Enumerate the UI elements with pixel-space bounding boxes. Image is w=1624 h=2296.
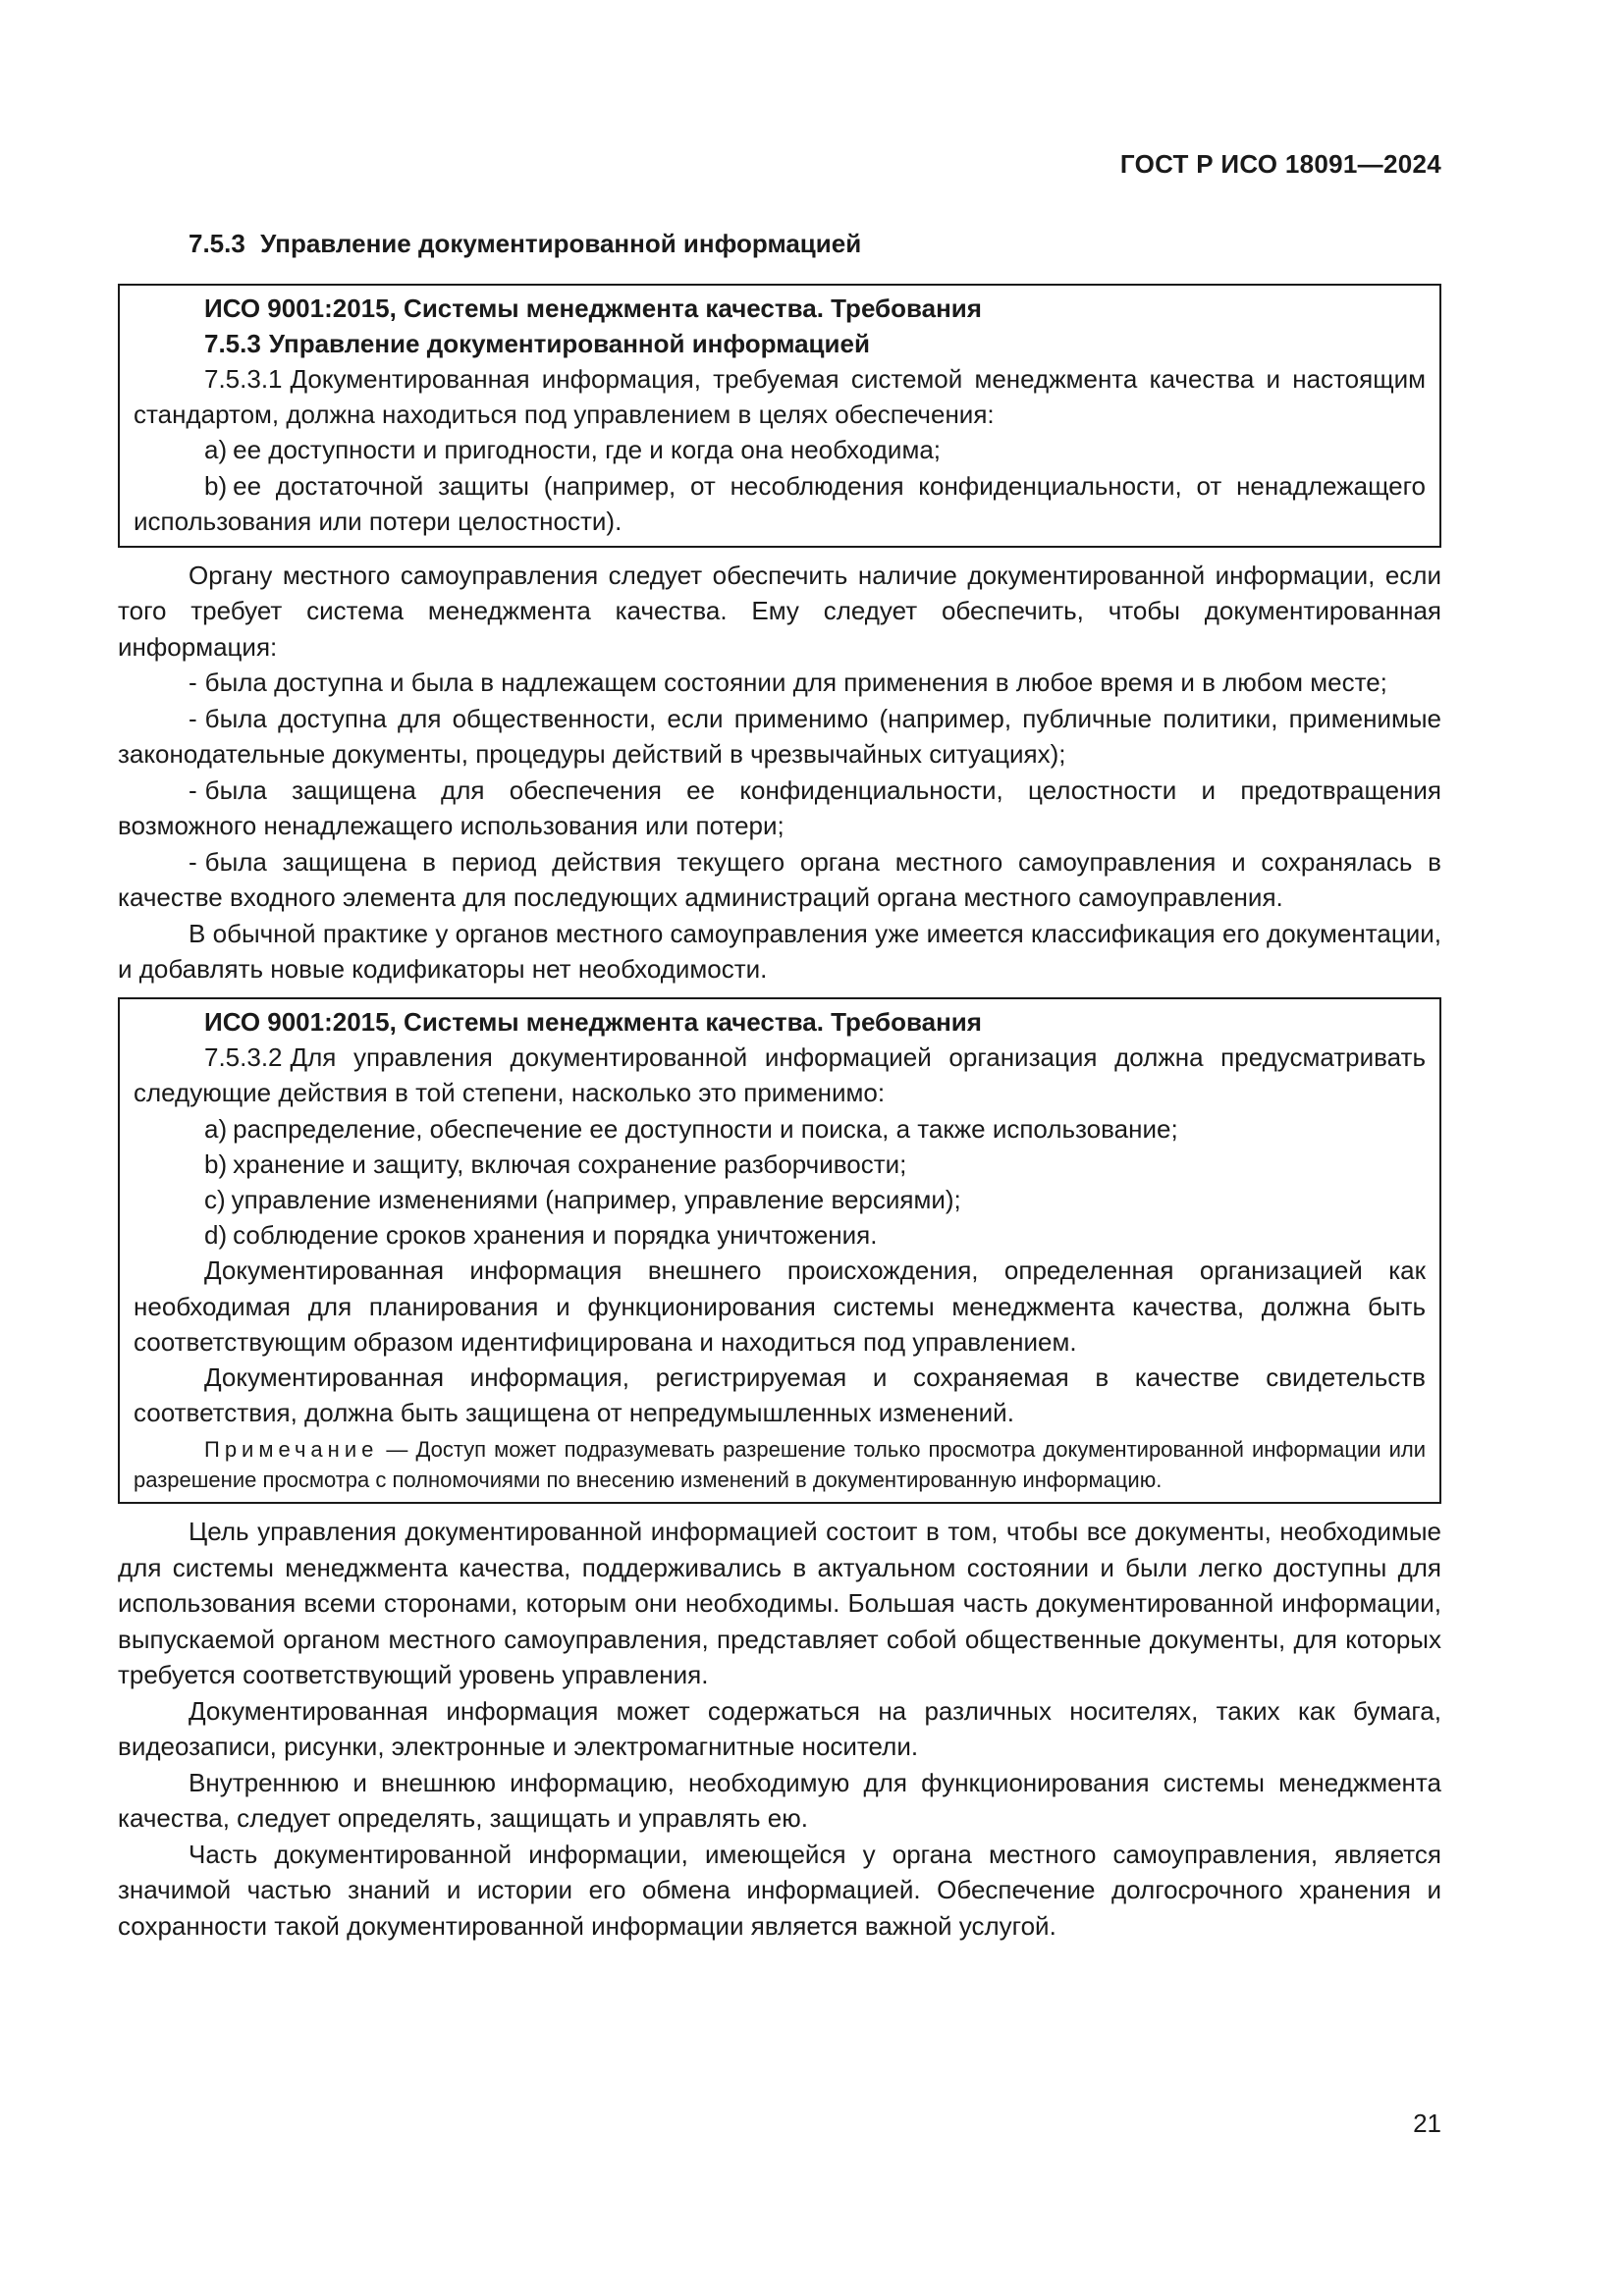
iso-quote-box-2	[118, 997, 1441, 1504]
note-label: Примечание	[204, 1437, 379, 1463]
box2-note	[134, 1434, 1426, 1495]
box1-item-a	[134, 432, 1426, 467]
box1-clause-text: Документированная информация, требуемая системой менеджмента качества и настоящим стандартом, должна находиться под управлением в целях обеспечения:	[134, 363, 1426, 430]
body1-closing: В обычной практике у органов местного самоуправления уже имеется классификация его документации, и добавлять новые кодификаторы нет необходимости.	[118, 918, 1441, 985]
section-number: 7.5.3	[189, 229, 245, 258]
box2-item-c-letter: c)	[204, 1184, 226, 1214]
body2-paragraph-4: Часть документированной информации, имеющейся у органа местного самоуправления, является значимой частью знаний и истории его обмена информацией. Обеспечение долгосрочного хранения и сохранности такой документированной информации является важной услугой.	[118, 1839, 1441, 1941]
box2-item-d	[134, 1217, 1426, 1253]
box2-item-d-text: соблюдение сроков хранения и порядка уничтожения.	[233, 1220, 878, 1251]
box2-clause-number: 7.5.3.2	[204, 1042, 283, 1073]
box2-item-d-letter: d)	[204, 1220, 228, 1251]
body1-bullet-4	[118, 844, 1441, 916]
box2-item-a-letter: a)	[204, 1113, 228, 1144]
dash-marker: -	[189, 703, 197, 733]
standard-header: ГОСТ Р ИСО 18091—2024	[1119, 149, 1441, 179]
section-title: Управление документированной информацией	[260, 229, 862, 258]
body1-bullet-3	[118, 773, 1441, 844]
box1-item-a-text: ее доступности и пригодности, где и когда она необходима;	[233, 435, 942, 465]
box2-item-c	[134, 1182, 1426, 1217]
dash-marker: -	[189, 846, 197, 877]
dash-marker: -	[189, 774, 197, 805]
page-content	[118, 226, 1441, 1944]
body2-paragraph-2: Документированная информация может содержаться на различных носителях, таких как бумага, видеозаписи, рисунки, электронные и электромагнитные носители.	[118, 1695, 1441, 1762]
box2-item-c-text: управление изменениями (например, управление версиями);	[231, 1184, 961, 1214]
note-text: — Доступ может подразумевать разрешение только просмотра документированной информации или разрешение просмотра с полномочиями по внесению изменений в документированную информацию.	[134, 1437, 1426, 1493]
body1-bullet-2	[118, 701, 1441, 773]
body1-intro: Органу местного самоуправления следует обеспечить наличие документированной информации, если того требует система менеджмента качества. Ему следует обеспечить, чтобы документированная информация:	[118, 560, 1441, 662]
box2-item-b	[134, 1147, 1426, 1182]
box1-item-b-text: ее достаточной защиты (например, от несоблюдения конфиденциальности, от ненадлежащего использования или потери целостности).	[134, 470, 1426, 536]
box1-subheading-number: 7.5.3	[204, 328, 261, 358]
box1-source: ИСО 9001:2015, Системы менеджмента качества. Требования	[204, 293, 982, 323]
box1-item-b-letter: b)	[204, 470, 228, 501]
box2-item-a	[134, 1111, 1426, 1147]
box2-clause-text: Для управления документированной информацией организация должна предусматривать следующие действия в той степени, насколько это применимо:	[134, 1042, 1426, 1108]
body1-bullet-4-text: была защищена в период действия текущего органа местного самоуправления и сохранялась в качестве входного элемента для последующих администраций органа местного самоуправления.	[118, 846, 1441, 913]
box1-item-b	[134, 468, 1426, 539]
box1-item-a-letter: a)	[204, 435, 228, 465]
box2-para-1: Документированная информация внешнего происхождения, определенная организацией как необходимая для планирования и функционирования системы менеджмента качества, должна быть соответствующим образом идентифицирована и находиться под управлением.	[134, 1255, 1426, 1357]
box2-para-2: Документированная информация, регистрируемая и сохраняемая в качестве свидетельств соответствия, должна быть защищена от непредумышленных изменений.	[134, 1362, 1426, 1428]
dash-marker: -	[189, 667, 197, 698]
page-number: 21	[1413, 2109, 1441, 2138]
body2-paragraph-3: Внутреннюю и внешнюю информацию, необходимую для функционирования системы менеджмента качества, следует определять, защищать и управлять ею.	[118, 1767, 1441, 1834]
body1-bullet-1-text: была доступна и была в надлежащем состоянии для применения в любое время и в любом месте;	[204, 667, 1387, 698]
body1-bullet-1	[118, 665, 1441, 701]
box2-item-b-text: хранение и защиту, включая сохранение разборчивости;	[233, 1148, 907, 1179]
body1-bullet-3-text: была защищена для обеспечения ее конфиденциальности, целостности и предотвращения возможного ненадлежащего использования или потери;	[118, 774, 1441, 841]
box2-clause	[134, 1040, 1426, 1110]
box1-clause-number: 7.5.3.1	[204, 363, 283, 394]
box2-item-a-text: распределение, обеспечение ее доступности и поиска, а также использование;	[233, 1113, 1178, 1144]
iso-quote-box-1	[118, 284, 1441, 548]
box1-subheading-title: Управление документированной информацией	[268, 328, 870, 358]
box1-subheading	[134, 326, 1426, 361]
box1-clause	[134, 361, 1426, 432]
body2-paragraph-1: Цель управления документированной информацией состоит в том, чтобы все документы, необходимые для системы менеджмента качества, поддерживались в актуальном состоянии и были легко доступны для использования всеми сторонами, которым они необходимы. Большая часть документированной информации, выпускаемой органом местного самоуправления, представляет собой общественные документы, для которых требуется соответствующий уровень управления.	[118, 1517, 1441, 1690]
box2-source: ИСО 9001:2015, Системы менеджмента качества. Требования	[204, 1006, 982, 1037]
body1-bullet-2-text: была доступна для общественности, если применимо (например, публичные политики, применимые законодательные документы, процедуры действий в чрезвычайных ситуациях);	[118, 703, 1441, 770]
section-heading	[189, 226, 1441, 262]
box2-item-b-letter: b)	[204, 1148, 228, 1179]
